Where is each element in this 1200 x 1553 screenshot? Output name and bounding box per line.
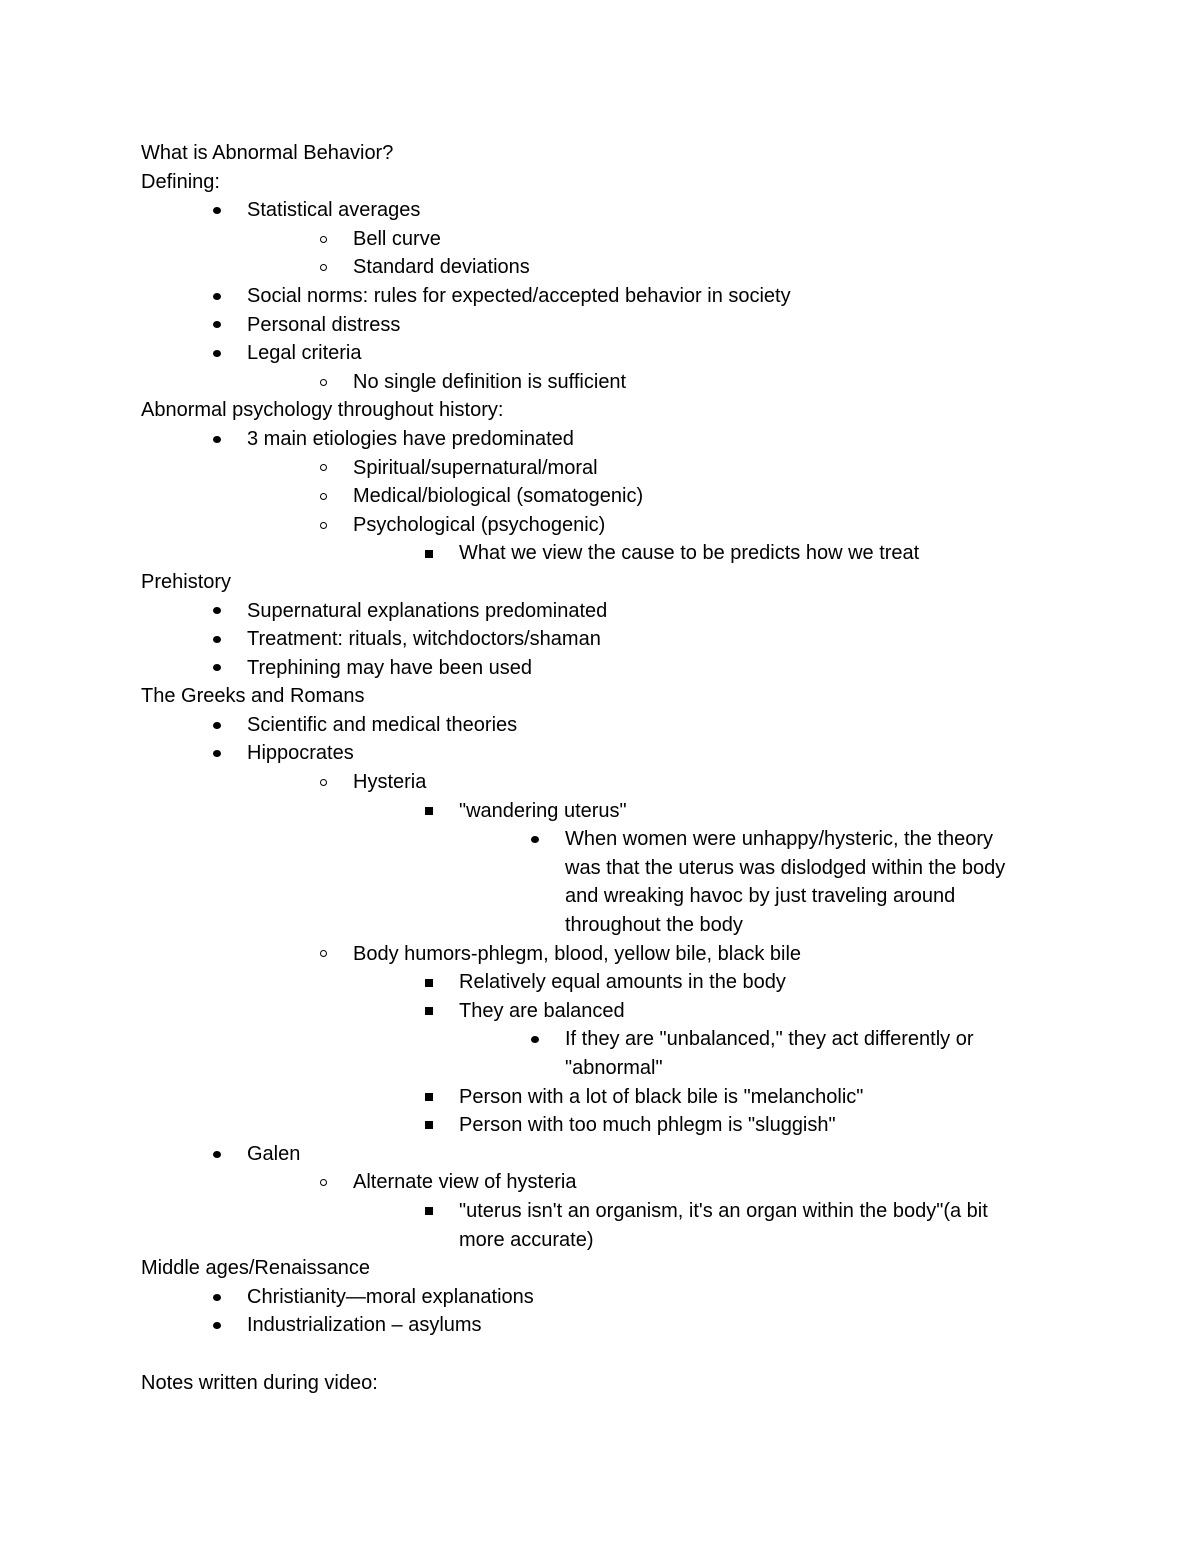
square-bullet-icon — [423, 997, 435, 1026]
list-item — [141, 825, 1061, 854]
line-text: Notes written during video: — [141, 1371, 378, 1394]
line-text: Industrialization – asylums — [247, 1314, 482, 1337]
line-text: Scientific and medical theories — [247, 713, 518, 736]
document-page — [141, 139, 1061, 1397]
line-text: Legal criteria — [247, 342, 362, 365]
line-text: Statistical averages — [247, 199, 421, 222]
circle-bullet-icon — [317, 482, 329, 511]
list-item — [141, 225, 1061, 254]
disc-bullet-icon — [211, 282, 223, 311]
disc-bullet-icon — [211, 425, 223, 454]
list-item — [141, 625, 1061, 654]
disc-bullet-icon — [529, 1025, 541, 1054]
list-item — [141, 482, 1061, 511]
line-text: Abnormal psychology throughout history: — [141, 399, 504, 422]
list-item — [141, 1111, 1061, 1140]
disc-bullet-icon — [211, 625, 223, 654]
list-item-continuation — [141, 854, 1061, 883]
line-text: Spiritual/supernatural/moral — [353, 456, 598, 479]
square-bullet-icon — [423, 539, 435, 568]
disc-bullet-icon — [529, 825, 541, 854]
line-text: When women were unhappy/hysteric, the theory — [565, 828, 993, 851]
line-text: throughout the body — [565, 914, 743, 937]
circle-bullet-icon — [317, 940, 329, 969]
line-text: Person with too much phlegm is "sluggish" — [459, 1114, 836, 1137]
disc-bullet-icon — [211, 1311, 223, 1340]
line-text: What is Abnormal Behavior? — [141, 142, 394, 164]
list-item — [141, 940, 1061, 969]
list-item — [141, 1311, 1061, 1340]
list-item-continuation — [141, 1226, 1061, 1255]
section-heading — [141, 568, 1061, 597]
square-bullet-icon — [423, 1083, 435, 1112]
list-item — [141, 1197, 1061, 1226]
line-text: They are balanced — [459, 999, 625, 1022]
section-heading — [141, 1254, 1061, 1283]
circle-bullet-icon — [317, 253, 329, 282]
line-text: Psychological (psychogenic) — [353, 513, 606, 536]
square-bullet-icon — [423, 968, 435, 997]
list-item — [141, 282, 1061, 311]
list-item — [141, 454, 1061, 483]
disc-bullet-icon — [211, 339, 223, 368]
line-text: Defining: — [141, 170, 220, 193]
section-heading — [141, 682, 1061, 711]
list-item — [141, 368, 1061, 397]
list-item — [141, 1168, 1061, 1197]
list-item — [141, 768, 1061, 797]
line-text: was that the uterus was dislodged within the body — [565, 856, 1006, 879]
circle-bullet-icon — [317, 768, 329, 797]
disc-bullet-icon — [211, 1283, 223, 1312]
section-heading — [141, 139, 1061, 168]
disc-bullet-icon — [211, 739, 223, 768]
section-heading — [141, 1369, 1061, 1398]
list-item — [141, 425, 1061, 454]
list-item-continuation — [141, 882, 1061, 911]
line-text: Standard deviations — [353, 256, 530, 279]
line-text: Hippocrates — [247, 742, 354, 765]
line-text: more accurate) — [459, 1228, 594, 1251]
list-item — [141, 797, 1061, 826]
list-item — [141, 1083, 1061, 1112]
list-item — [141, 997, 1061, 1026]
list-item — [141, 1025, 1061, 1054]
disc-bullet-icon — [211, 654, 223, 683]
list-item-continuation — [141, 1054, 1061, 1083]
line-text: Hysteria — [353, 771, 427, 794]
list-item — [141, 597, 1061, 626]
line-text: Relatively equal amounts in the body — [459, 971, 786, 994]
section-heading — [141, 396, 1061, 425]
line-text: "abnormal" — [565, 1057, 663, 1079]
list-item — [141, 253, 1061, 282]
line-text: Personal distress — [247, 313, 401, 336]
square-bullet-icon — [423, 797, 435, 826]
line-text: Trephining may have been used — [247, 656, 532, 679]
disc-bullet-icon — [211, 711, 223, 740]
line-text: If they are "unbalanced," they act differently or — [565, 1028, 974, 1051]
list-item — [141, 311, 1061, 340]
list-item — [141, 539, 1061, 568]
line-text: Treatment: rituals, witchdoctors/shaman — [247, 628, 601, 651]
line-text: What we view the cause to be predicts how we treat — [459, 542, 920, 565]
section-heading — [141, 168, 1061, 197]
square-bullet-icon — [423, 1111, 435, 1140]
circle-bullet-icon — [317, 225, 329, 254]
line-text: Galen — [247, 1142, 301, 1165]
list-item — [141, 968, 1061, 997]
line-text: 3 main etiologies have predominated — [247, 427, 574, 450]
line-text: "uterus isn't an organism, it's an organ within the body"(a bit — [459, 1199, 988, 1222]
line-text: Medical/biological (somatogenic) — [353, 485, 644, 508]
line-text: and wreaking havoc by just traveling around — [565, 885, 956, 908]
list-item — [141, 1283, 1061, 1312]
list-item — [141, 511, 1061, 540]
line-text: Body humors-phlegm, blood, yellow bile, black bile — [353, 942, 802, 965]
circle-bullet-icon — [317, 454, 329, 483]
line-text: Bell curve — [353, 227, 441, 250]
line-text: No single definition is sufficient — [353, 370, 627, 393]
circle-bullet-icon — [317, 1168, 329, 1197]
line-text: Prehistory — [141, 570, 232, 593]
list-item — [141, 739, 1061, 768]
disc-bullet-icon — [211, 597, 223, 626]
line-text: "wandering uterus" — [459, 799, 627, 822]
list-item — [141, 654, 1061, 683]
line-text: Supernatural explanations predominated — [247, 599, 608, 622]
list-item-continuation — [141, 911, 1061, 940]
disc-bullet-icon — [211, 311, 223, 340]
line-text: Christianity—moral explanations — [247, 1285, 534, 1308]
blank-line — [141, 1340, 1061, 1369]
circle-bullet-icon — [317, 368, 329, 397]
circle-bullet-icon — [317, 511, 329, 540]
disc-bullet-icon — [211, 1140, 223, 1169]
line-text: Social norms: rules for expected/accepted behavior in society — [247, 284, 791, 307]
line-text: Alternate view of hysteria — [353, 1171, 577, 1194]
list-item — [141, 339, 1061, 368]
list-item — [141, 711, 1061, 740]
disc-bullet-icon — [211, 196, 223, 225]
line-text: Person with a lot of black bile is "melancholic" — [459, 1085, 864, 1108]
list-item — [141, 1140, 1061, 1169]
square-bullet-icon — [423, 1197, 435, 1226]
line-text: Middle ages/Renaissance — [141, 1257, 371, 1280]
list-item — [141, 196, 1061, 225]
line-text: The Greeks and Romans — [141, 685, 365, 708]
